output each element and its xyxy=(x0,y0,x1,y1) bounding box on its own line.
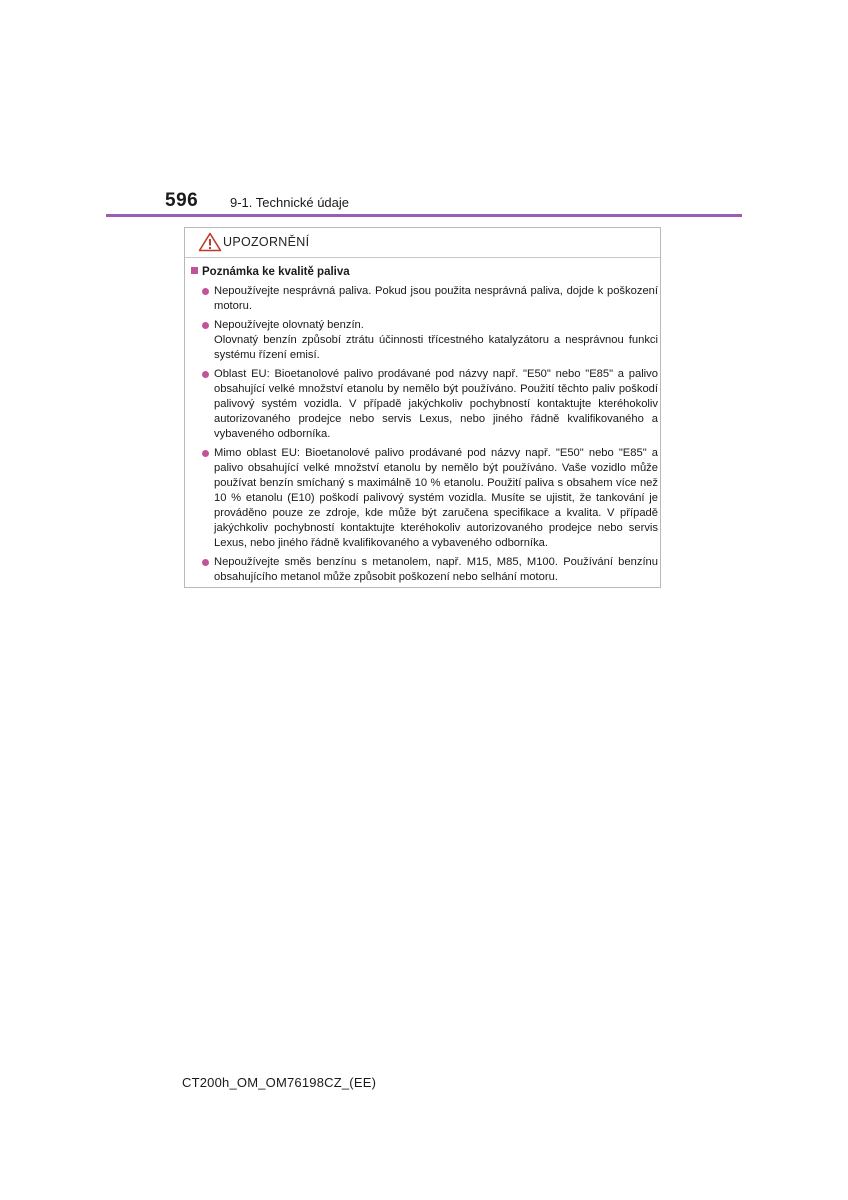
list-item xyxy=(201,446,658,551)
list-item xyxy=(201,367,658,442)
page-number: 596 xyxy=(165,190,199,211)
page-header xyxy=(0,188,848,220)
section-title: 9-1. Technické údaje xyxy=(230,195,350,210)
item-text: Oblast EU: Bioetanolové palivo prodávané pod názvy např. "E50" nebo "E85" a palivo obsahující velké množství etanolu by nemělo být používáno. Použití těchto paliv poškodí palivový systém vozidla. V případě jakýchkoliv pochybností kontaktujte kteréhokoliv autorizovaného prodejce nebo servis Lexus, nebo jiného řádně kvalifikovaného a vybaveného odborníka. xyxy=(214,368,658,440)
note-heading-text: Poznámka ke kvalitě paliva xyxy=(202,266,350,278)
bullet-dot-icon xyxy=(202,450,209,457)
list-item xyxy=(201,555,658,585)
list-item xyxy=(201,318,658,363)
header-divider xyxy=(106,214,742,217)
square-bullet-icon xyxy=(191,267,198,274)
item-text: Mimo oblast EU: Bioetanolové palivo prodávané pod názvy např. "E50" nebo "E85" a palivo obsahující velké množství etanolu by nemělo být používáno. Vaše vozidlo může používat benzín smíchaný s maximálně 10 % etanolu. Použití paliva s obsahem více než 10 % etanolu (E10) poškodí palivový systém vozidla. Musíte se ujistit, že tankování je prováděno pouze ze zdroje, kde může být zaručena specifikace a kvalita. V případě jakýchkoliv pochybností kontaktujte kteréhokoliv autorizovaného prodejce nebo servis Lexus, nebo jiného řádně kvalifikovaného a vybaveného odborníka. xyxy=(214,447,658,549)
caution-header xyxy=(185,228,660,258)
bullet-dot-icon xyxy=(202,371,209,378)
item-text: Nepoužívejte olovnatý benzín. xyxy=(214,319,364,331)
item-text: Nepoužívejte nesprávná paliva. Pokud jsou použita nesprávná paliva, dojde k poškození motoru. xyxy=(214,285,658,312)
bullet-dot-icon xyxy=(202,322,209,329)
item-text: Olovnatý benzín způsobí ztrátu účinnosti třícestného katalyzátoru a nesprávnou funkci systému řízení emisí. xyxy=(214,334,658,361)
bullet-dot-icon xyxy=(202,288,209,295)
caution-title: UPOZORNĚNÍ xyxy=(223,235,310,249)
document-code: CT200h_OM_OM76198CZ_(EE) xyxy=(182,1075,377,1090)
note-heading xyxy=(191,266,350,278)
caution-box xyxy=(184,227,661,588)
bullet-dot-icon xyxy=(202,559,209,566)
caution-items xyxy=(201,284,658,589)
item-text: Nepoužívejte směs benzínu s metanolem, např. M15, M85, M100. Používání benzínu obsahujícího metanol může způsobit poškození nebo selhání motoru. xyxy=(214,556,658,583)
warning-triangle-icon xyxy=(198,232,222,252)
list-item xyxy=(201,284,658,314)
